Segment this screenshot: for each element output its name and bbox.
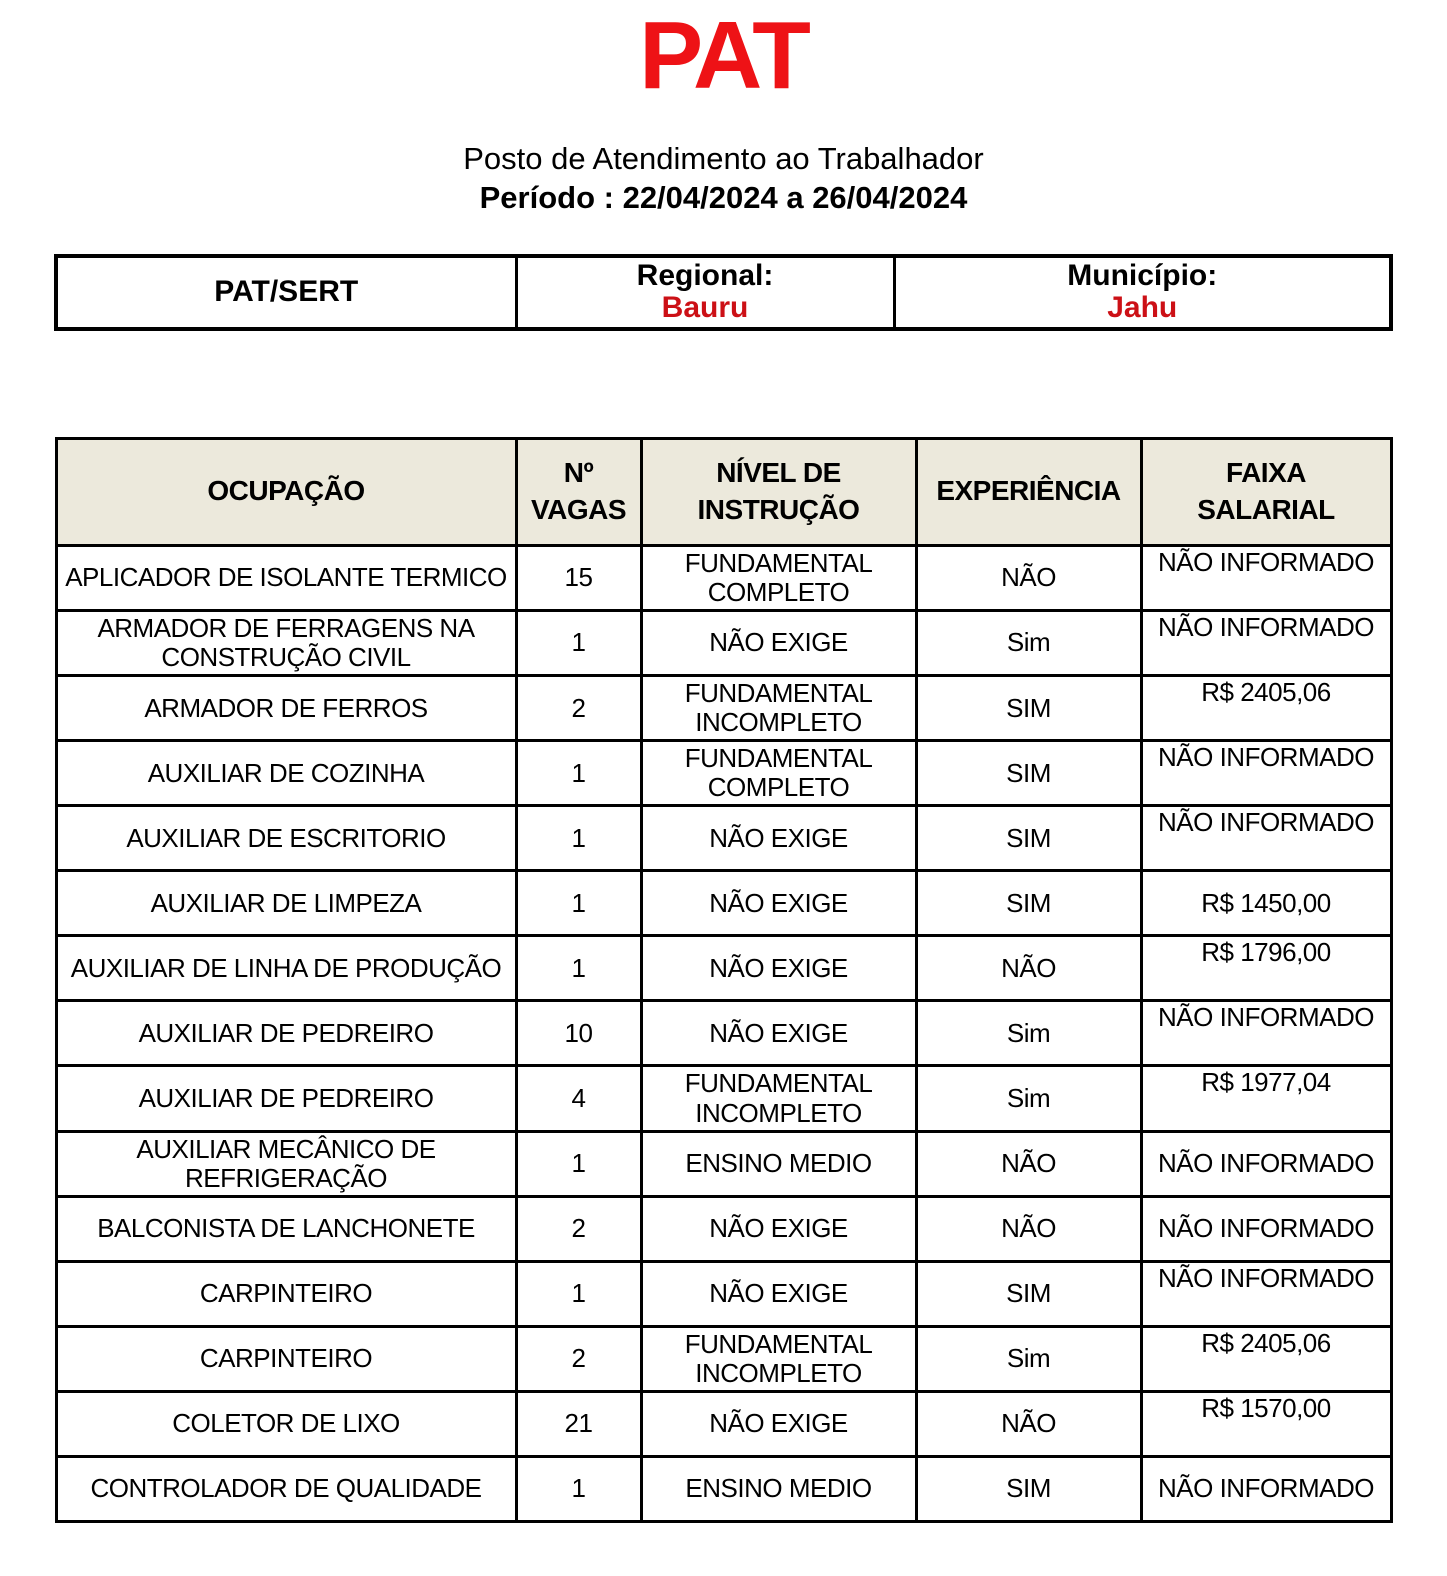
- column-header-nivel: NÍVEL DE INSTRUÇÃO: [641, 438, 916, 545]
- experiencia-cell: SIM: [916, 675, 1141, 740]
- vagas-cell: 2: [516, 675, 641, 740]
- nivel-cell: FUNDAMENTAL COMPLETO: [641, 741, 916, 806]
- page-subtitle: Posto de Atendimento ao Trabalhador: [463, 141, 984, 176]
- faixa-cell: R$ 1450,00: [1141, 871, 1391, 936]
- vagas-cell: 1: [516, 1457, 641, 1522]
- jobs-table-header: [56, 438, 1391, 545]
- table-row: [56, 871, 1391, 936]
- nivel-cell: ENSINO MEDIO: [641, 1457, 916, 1522]
- nivel-cell: FUNDAMENTAL INCOMPLETO: [641, 1326, 916, 1391]
- column-header-ocupacao: OCUPAÇÃO: [56, 438, 516, 545]
- vagas-cell: 1: [516, 936, 641, 1001]
- faixa-cell: NÃO INFORMADO: [1141, 1457, 1391, 1522]
- nivel-cell: NÃO EXIGE: [641, 806, 916, 871]
- regional-label: Regional:: [636, 258, 774, 292]
- table-row: [56, 545, 1391, 610]
- faixa-cell: NÃO INFORMADO: [1141, 1196, 1391, 1261]
- ocupacao-cell: AUXILIAR DE PEDREIRO: [56, 1001, 516, 1066]
- ocupacao-cell: ARMADOR DE FERROS: [56, 675, 516, 740]
- nivel-cell: NÃO EXIGE: [641, 1392, 916, 1457]
- faixa-cell: NÃO INFORMADO: [1141, 1261, 1391, 1326]
- experiencia-cell: NÃO: [916, 1196, 1141, 1261]
- faixa-cell: NÃO INFORMADO: [1141, 1131, 1391, 1196]
- experiencia-cell: NÃO: [916, 545, 1141, 610]
- table-row: [56, 1457, 1391, 1522]
- experiencia-cell: SIM: [916, 1457, 1141, 1522]
- column-header-faixa: FAIXA SALARIAL: [1141, 438, 1391, 545]
- experiencia-cell: SIM: [916, 741, 1141, 806]
- ocupacao-cell: CARPINTEIRO: [56, 1326, 516, 1391]
- faixa-cell: R$ 2405,06: [1141, 675, 1391, 740]
- table-row: [56, 936, 1391, 1001]
- table-row: [56, 1196, 1391, 1261]
- faixa-cell: NÃO INFORMADO: [1141, 545, 1391, 610]
- column-header-experiencia: EXPERIÊNCIA: [916, 438, 1141, 545]
- municipio-value: Jahu: [1107, 291, 1178, 325]
- vagas-cell: 1: [516, 610, 641, 675]
- nivel-cell: FUNDAMENTAL INCOMPLETO: [641, 675, 916, 740]
- experiencia-cell: Sim: [916, 610, 1141, 675]
- nivel-cell: FUNDAMENTAL INCOMPLETO: [641, 1066, 916, 1131]
- vagas-cell: 21: [516, 1392, 641, 1457]
- ocupacao-cell: ARMADOR DE FERRAGENS NA CONSTRUÇÃO CIVIL: [56, 610, 516, 675]
- regional-value: Bauru: [661, 291, 749, 325]
- nivel-cell: NÃO EXIGE: [641, 1261, 916, 1326]
- table-row: [56, 1326, 1391, 1391]
- experiencia-cell: SIM: [916, 871, 1141, 936]
- table-row: [56, 675, 1391, 740]
- pat-sert-label: PAT/SERT: [214, 274, 359, 308]
- faixa-cell: NÃO INFORMADO: [1141, 610, 1391, 675]
- vagas-cell: 2: [516, 1196, 641, 1261]
- experiencia-cell: NÃO: [916, 1131, 1141, 1196]
- faixa-cell: R$ 1570,00: [1141, 1392, 1391, 1457]
- experiencia-cell: Sim: [916, 1066, 1141, 1131]
- faixa-cell: R$ 1796,00: [1141, 936, 1391, 1001]
- period-line: Período : 22/04/2024 a 26/04/2024: [479, 180, 968, 216]
- vagas-cell: 1: [516, 871, 641, 936]
- info-table: [54, 254, 1393, 331]
- experiencia-cell: NÃO: [916, 1392, 1141, 1457]
- table-row: [56, 1131, 1391, 1196]
- regional-cell: [516, 256, 894, 329]
- ocupacao-cell: CARPINTEIRO: [56, 1261, 516, 1326]
- ocupacao-cell: AUXILIAR DE PEDREIRO: [56, 1066, 516, 1131]
- vagas-cell: 1: [516, 1131, 641, 1196]
- faixa-cell: NÃO INFORMADO: [1141, 1001, 1391, 1066]
- nivel-cell: NÃO EXIGE: [641, 1196, 916, 1261]
- table-row: [56, 1261, 1391, 1326]
- jobs-table: [55, 437, 1393, 1524]
- jobs-header-row: [56, 438, 1391, 545]
- vagas-cell: 15: [516, 545, 641, 610]
- table-row: [56, 1392, 1391, 1457]
- table-row: [56, 610, 1391, 675]
- jobs-table-body: [56, 545, 1391, 1522]
- vagas-cell: 10: [516, 1001, 641, 1066]
- table-row: [56, 1001, 1391, 1066]
- nivel-cell: FUNDAMENTAL COMPLETO: [641, 545, 916, 610]
- faixa-cell: R$ 2405,06: [1141, 1326, 1391, 1391]
- nivel-cell: ENSINO MEDIO: [641, 1131, 916, 1196]
- ocupacao-cell: BALCONISTA DE LANCHONETE: [56, 1196, 516, 1261]
- municipio-label: Município:: [1067, 258, 1218, 292]
- table-row: [56, 806, 1391, 871]
- experiencia-cell: NÃO: [916, 936, 1141, 1001]
- vagas-cell: 1: [516, 741, 641, 806]
- nivel-cell: NÃO EXIGE: [641, 1001, 916, 1066]
- municipio-cell: [894, 256, 1391, 329]
- faixa-cell: NÃO INFORMADO: [1141, 741, 1391, 806]
- page-title: PAT: [639, 2, 808, 109]
- ocupacao-cell: AUXILIAR DE COZINHA: [56, 741, 516, 806]
- table-row: [56, 1066, 1391, 1131]
- experiencia-cell: Sim: [916, 1326, 1141, 1391]
- ocupacao-cell: CONTROLADOR DE QUALIDADE: [56, 1457, 516, 1522]
- vagas-cell: 4: [516, 1066, 641, 1131]
- nivel-cell: NÃO EXIGE: [641, 871, 916, 936]
- ocupacao-cell: AUXILIAR DE ESCRITORIO: [56, 806, 516, 871]
- nivel-cell: NÃO EXIGE: [641, 610, 916, 675]
- vagas-cell: 2: [516, 1326, 641, 1391]
- table-row: [56, 741, 1391, 806]
- ocupacao-cell: AUXILIAR DE LINHA DE PRODUÇÃO: [56, 936, 516, 1001]
- vagas-cell: 1: [516, 806, 641, 871]
- experiencia-cell: SIM: [916, 806, 1141, 871]
- column-header-vagas: Nº VAGAS: [516, 438, 641, 545]
- ocupacao-cell: AUXILIAR DE LIMPEZA: [56, 871, 516, 936]
- ocupacao-cell: COLETOR DE LIXO: [56, 1392, 516, 1457]
- vagas-cell: 1: [516, 1261, 641, 1326]
- experiencia-cell: SIM: [916, 1261, 1141, 1326]
- ocupacao-cell: APLICADOR DE ISOLANTE TERMICO: [56, 545, 516, 610]
- experiencia-cell: Sim: [916, 1001, 1141, 1066]
- faixa-cell: R$ 1977,04: [1141, 1066, 1391, 1131]
- pat-sert-cell: [56, 256, 516, 329]
- faixa-cell: NÃO INFORMADO: [1141, 806, 1391, 871]
- info-table-row: [56, 256, 1391, 329]
- ocupacao-cell: AUXILIAR MECÂNICO DE REFRIGERAÇÃO: [56, 1131, 516, 1196]
- nivel-cell: NÃO EXIGE: [641, 936, 916, 1001]
